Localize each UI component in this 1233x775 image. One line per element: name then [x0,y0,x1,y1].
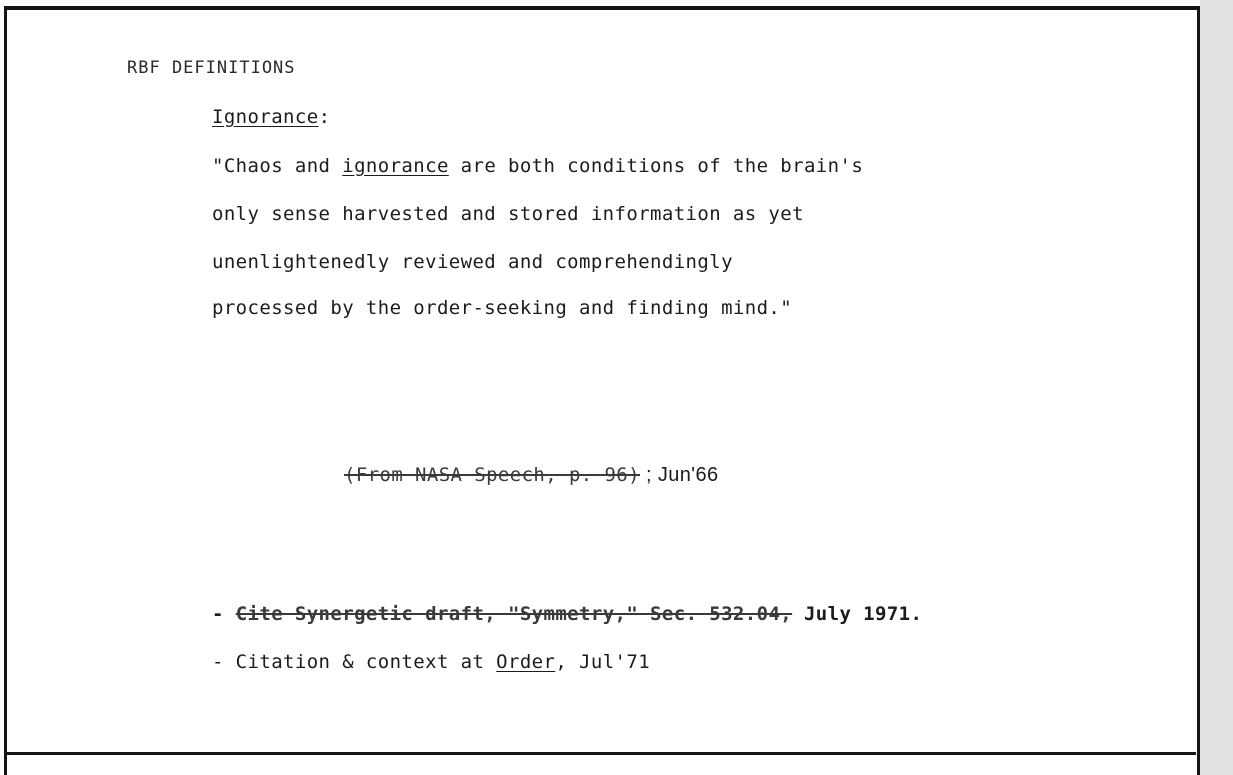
citation-line [212,605,922,624]
context-link[interactable]: Order [496,651,556,673]
quote-line-4: processed by the order-seeking and finding mind." [212,297,793,319]
term-title [212,108,330,127]
source-date: ; Jun'66 [639,464,719,486]
term-colon: : [318,106,331,128]
citation-dash: - [212,603,236,625]
struck-citation: Cite Synergetic draft, "Symmetry," Sec. 532.04, [235,603,793,625]
quote-line-1 [212,157,863,176]
quote-line-3: unenlightenedly reviewed and comprehendingly [212,251,733,273]
quote-line-1-start: "Chaos and [212,155,343,177]
citation-date: July 1971. [792,603,923,625]
quote-line-1-end: are both conditions of the brain's [448,155,864,177]
quote-line-2: only sense harvested and stored information as yet [212,203,804,225]
term-word: Ignorance [212,106,319,128]
context-start: - Citation & context at [212,651,497,673]
card-heading: RBF DEFINITIONS [127,58,296,78]
source-line [344,465,719,485]
struck-source: (From NASA Speech, p. 96) [344,464,640,486]
card-bottom-rule [6,752,1196,755]
page-edge-strip [1200,0,1233,775]
context-end: , Jul'71 [555,651,651,673]
quote-term: ignorance [342,155,449,177]
context-line [212,653,650,672]
